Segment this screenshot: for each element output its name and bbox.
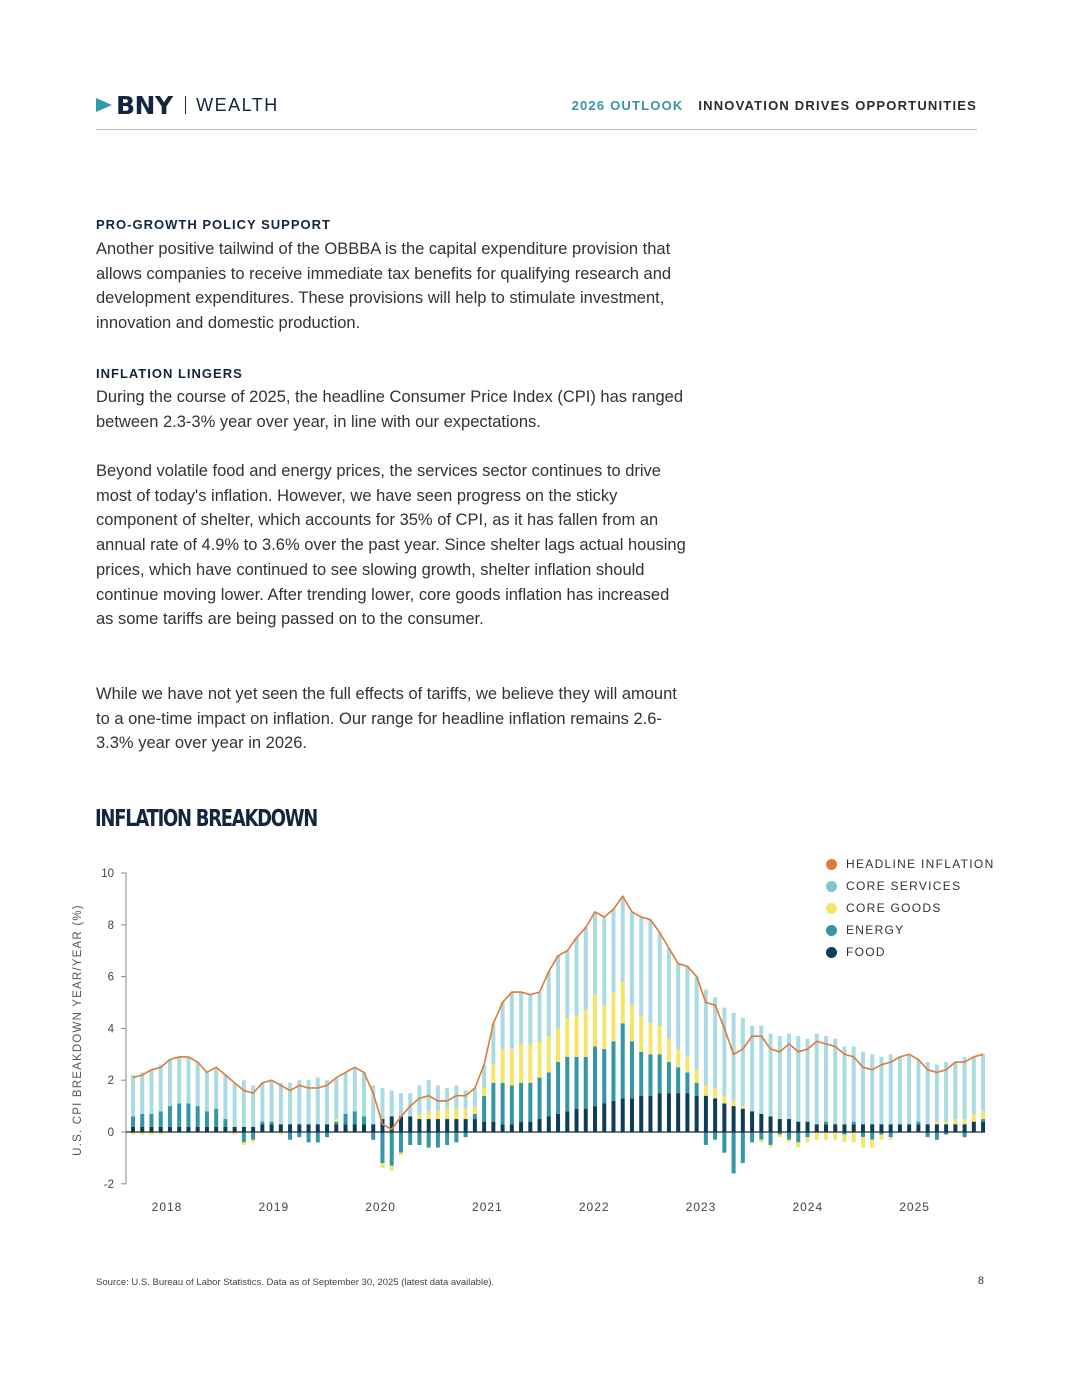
- y-tick-label: 0: [107, 1127, 114, 1139]
- y-axis-title: U.S. CPI BREAKDOWN YEAR/YEAR (%): [72, 904, 84, 1156]
- y-tick-label: 8: [107, 919, 114, 932]
- legend-item-core-services: CORE SERVICES: [826, 875, 995, 897]
- logo-divider: [185, 96, 187, 114]
- legend-item-core-goods: CORE GOODS: [826, 897, 995, 919]
- section-heading: INFLATION LINGERS: [96, 366, 243, 381]
- legend-dot-icon: [826, 925, 837, 936]
- legend-dot-icon: [826, 903, 837, 914]
- bny-wealth-logo: [96, 92, 279, 118]
- x-tick-label: 2025: [899, 1200, 930, 1214]
- source-note: Source: U.S. Bureau of Labor Statistics. Data as of September 30, 2025 (latest data available).: [96, 1277, 495, 1288]
- legend-dot-icon: [826, 947, 837, 958]
- legend-dot-icon: [826, 859, 837, 870]
- tagline-label: INNOVATION DRIVES OPPORTUNITIES: [698, 98, 977, 113]
- x-tick-label: 2018: [151, 1200, 183, 1214]
- paragraph: Beyond volatile food and energy prices, the services sector continues to drive most of today's inflation. However, we have seen progress on the sticky component of shelter, which accounts for 35% of CPI, as it has fallen from an annual rate of 4.9% to 3.6% over the past year. Since shelter lags actual housing prices, which have continued to see slowing growth, shelter inflation should continue moving lower. After trending lower, core goods inflation has increased as some tariffs are being passed on to the consumer.: [96, 462, 686, 629]
- legend-item-food: FOOD: [826, 941, 995, 963]
- paragraph: During the course of 2025, the headline Consumer Price Index (CPI) has ranged between 2.3-3% year over year, in line with our expectations.: [96, 388, 683, 431]
- page-number: 8: [977, 1275, 984, 1287]
- x-tick-label: 2024: [792, 1200, 824, 1214]
- x-tick-label: 2023: [685, 1200, 717, 1214]
- logo-wordmark: BNY: [116, 90, 173, 120]
- page-header: [96, 92, 977, 130]
- x-tick-label: 2021: [472, 1200, 503, 1214]
- paragraph: While we have not yet seen the full effects of tariffs, we believe they will amount to a one-time impact on inflation. Our range for headline inflation remains 2.6-3.3% year over year in 2026.: [96, 685, 677, 753]
- x-tick-label: 2022: [578, 1200, 610, 1214]
- legend-item-headline: HEADLINE INFLATION: [826, 853, 995, 875]
- legend-dot-icon: [826, 881, 837, 892]
- x-tick-label: 2019: [258, 1200, 290, 1214]
- chart-legend: [826, 853, 995, 963]
- outlook-label: 2026 OUTLOOK: [571, 98, 684, 113]
- y-tick-label: 2: [107, 1075, 114, 1088]
- paragraph: Another positive tailwind of the OBBBA is the capital expenditure provision that allows companies to receive immediate tax benefits for qualifying research and development expenditures. These provisions will help to stimulate investment, innovation and domestic production.: [96, 240, 672, 333]
- y-tick-label: 10: [101, 868, 114, 880]
- legend-item-energy: ENERGY: [826, 919, 995, 941]
- logo-arrow-icon: [96, 98, 112, 112]
- logo-subtitle: WEALTH: [196, 94, 279, 115]
- y-tick-label: 4: [107, 1023, 114, 1036]
- section-heading: PRO-GROWTH POLICY SUPPORT: [96, 217, 331, 232]
- y-tick-label: -2: [103, 1178, 114, 1191]
- x-tick-label: 2020: [365, 1200, 396, 1214]
- header-tagline: [572, 98, 977, 113]
- chart-title: INFLATION BREAKDOWN: [95, 806, 318, 832]
- y-tick-label: 6: [107, 971, 114, 984]
